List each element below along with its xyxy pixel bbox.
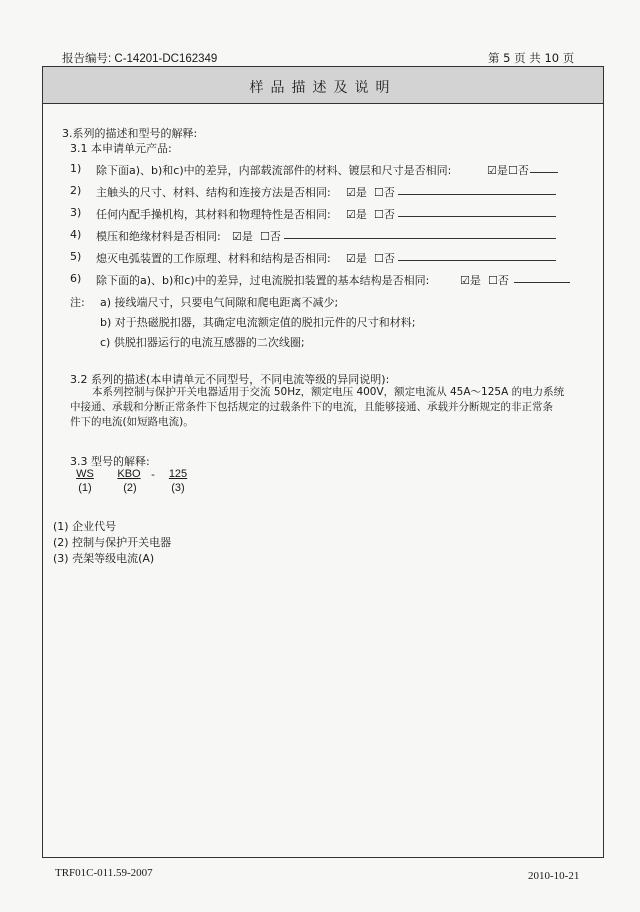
item-5-no[interactable]: ☐否 bbox=[374, 252, 395, 265]
item-6-no[interactable]: ☐否 bbox=[488, 274, 509, 287]
item-3-text: 任何内配手操机构，其材料和物理特性是否相同: bbox=[96, 208, 331, 221]
item-4-text: 模压和绝缘材料是否相同: bbox=[96, 230, 221, 243]
page-title: 样品描述及说明 bbox=[249, 80, 397, 96]
item-1-fill-line bbox=[530, 162, 558, 173]
item-3-no[interactable]: ☐否 bbox=[374, 208, 395, 221]
item-2-yes[interactable]: ☑是 bbox=[346, 186, 367, 199]
item-2-text: 主触头的尺寸、材料、结构和连接方法是否相同: bbox=[96, 186, 331, 199]
note-b: b) 对于热磁脱扣器，其确定电流额定值的脱扣元件的尺寸和材料; bbox=[100, 316, 416, 329]
item-2-fill-line bbox=[398, 184, 556, 195]
item-3-fill-line bbox=[398, 206, 556, 217]
item-2-num: 2) bbox=[70, 184, 82, 197]
item-3-yes[interactable]: ☑是 bbox=[346, 208, 367, 221]
item-4-yes[interactable]: ☑是 bbox=[232, 230, 253, 243]
section-3-2-line-2: 中接通、承载和分断正常条件下包括规定的过载条件下的电流，且能够接通、承载并分断规定的非正常条 bbox=[70, 401, 553, 413]
model-dash: - bbox=[151, 469, 155, 481]
legend-1: (1) 企业代号 bbox=[53, 520, 117, 533]
item-6-fill-line bbox=[514, 272, 570, 283]
model-index-3: (3) bbox=[171, 482, 185, 494]
note-a: a) 接线端尺寸，只要电气间隙和爬电距离不减少; bbox=[100, 296, 339, 309]
note-label: 注: bbox=[70, 296, 85, 309]
item-1-num: 1) bbox=[70, 162, 82, 175]
model-part-3: 125 bbox=[168, 468, 188, 480]
item-3-num: 3) bbox=[70, 206, 82, 219]
item-1-text: 除下面a)、b)和c)中的差异，内部载流部件的材料、镀层和尺寸是否相同: bbox=[96, 164, 452, 177]
section-3-1-heading: 3.1 本申请单元产品: bbox=[70, 142, 172, 155]
item-1-no[interactable]: ☐否 bbox=[508, 164, 529, 177]
item-5-text: 熄灭电弧装置的工作原理、材料和结构是否相同: bbox=[96, 252, 331, 265]
section-3-3-heading: 3.3 型号的解释: bbox=[70, 455, 150, 468]
item-5-fill-line bbox=[398, 250, 556, 261]
item-4-num: 4) bbox=[70, 228, 82, 241]
legend-3: (3) 壳架等级电流(A) bbox=[53, 552, 155, 565]
model-part-2: KBO bbox=[117, 468, 141, 480]
item-4-fill-line bbox=[284, 228, 556, 239]
section-3-2-heading: 3.2 系列的描述(本申请单元不同型号，不同电流等级的异同说明): bbox=[70, 373, 390, 386]
item-6-num: 6) bbox=[70, 272, 82, 285]
form-code: TRF01C-011.59-2007 bbox=[55, 867, 153, 879]
note-c: c) 供脱扣器运行的电流互感器的二次线圈; bbox=[100, 336, 305, 349]
item-5-num: 5) bbox=[70, 250, 82, 263]
item-6-yes[interactable]: ☑是 bbox=[460, 274, 481, 287]
section-3-2-line-3: 件下的电流(如短路电流)。 bbox=[70, 416, 194, 428]
item-2-no[interactable]: ☐否 bbox=[374, 186, 395, 199]
model-index-2: (2) bbox=[123, 482, 137, 494]
report-number: 报告编号: C-14201-DC162349 bbox=[62, 53, 218, 65]
section-3-heading: 3.系列的描述和型号的解释: bbox=[62, 127, 198, 140]
model-part-1: WS bbox=[76, 468, 94, 480]
report-date: 2010-10-21 bbox=[528, 870, 580, 882]
item-4-no[interactable]: ☐否 bbox=[260, 230, 281, 243]
page-info: 第 5 页 共 10 页 bbox=[488, 51, 575, 65]
item-1-yes[interactable]: ☑是 bbox=[487, 164, 508, 177]
item-6-text: 除下面的a)、b)和c)中的差异，过电流脱扣装置的基本结构是否相同: bbox=[96, 274, 430, 287]
section-3-2-line-1: 本系列控制与保护开关电器适用于交流 50Hz，额定电压 400V，额定电流从 45A～125A 的电力系统 bbox=[92, 386, 565, 398]
item-5-yes[interactable]: ☑是 bbox=[346, 252, 367, 265]
model-index-1: (1) bbox=[78, 482, 92, 494]
legend-2: (2) 控制与保护开关电器 bbox=[53, 536, 172, 549]
